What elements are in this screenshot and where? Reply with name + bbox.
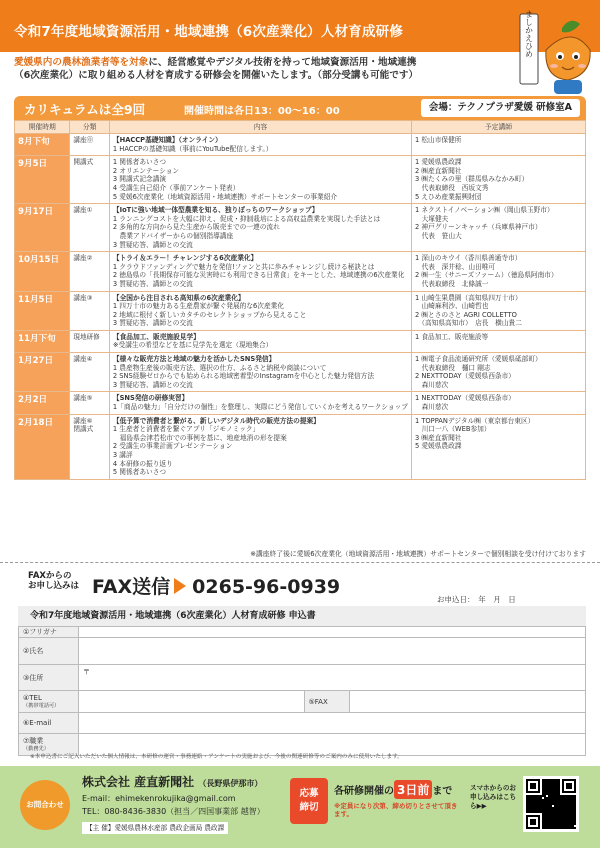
fax-lead: FAXからの お申し込みは: [28, 571, 80, 591]
session-item: 1「商品の魅力」「自分だけの個性」を整理し、実際にどう発信していくかを考えるワークショップ: [112, 403, 408, 412]
session-item: 2 オリエンテーション: [112, 166, 180, 175]
lecturer-line: 1 ㈱電子食品流通研究所（愛媛県砥部町）: [414, 355, 542, 364]
session-title: 【IoTに強い地域一体型農業を知る、独りぼっちのワークショップ】: [112, 206, 319, 215]
session-lecturers: [411, 252, 585, 291]
session-content: [109, 204, 411, 252]
lecturer-line: 山崎麻利沙、山崎哲也: [414, 302, 489, 311]
session-item: 3 講評: [112, 451, 133, 459]
company-location: （長野県伊那市）: [198, 779, 263, 788]
deadline-badge: 応募 締切: [290, 778, 328, 824]
session-item: 4 本研修の振り返り: [112, 459, 173, 468]
privacy-note: ※本申込書にご記入いただいた個人情報は、本研修の運営・事務連絡・アンケートの実施および、今後の関連研修等のご案内のみに使用いたします。: [30, 754, 403, 760]
col-header-content: 内容: [109, 121, 411, 134]
session-content: [109, 330, 411, 352]
session-item: 1 クラウドファンディングで魅力を発信!ファンと共に歩みチャレンジし続ける秘訣とは: [112, 262, 375, 271]
session-lecturers: [411, 330, 585, 352]
fax-field[interactable]: [350, 691, 586, 713]
session-item: 3 質疑応答、講師との交流: [112, 319, 193, 328]
contact-tel[interactable]: TEL：080-8436-3830（担当／四国事業部 越智）: [82, 807, 265, 816]
session-content: [109, 414, 411, 479]
session-category: 講座⑤: [70, 392, 110, 414]
sponsor-label: 【主 催】愛媛県農林水産部 農政企画局 農政課: [82, 822, 228, 834]
curriculum-table: [14, 120, 586, 480]
deadline-text: 各研修開催の 3日前 まで: [334, 780, 452, 799]
header-banner: [0, 0, 600, 52]
session-item: 1 HACCPの基礎知識（事前にYouTube配信します。）: [112, 144, 273, 153]
session-category: 現地研修: [70, 330, 110, 352]
address-field[interactable]: [78, 665, 585, 691]
lecturer-line: 5 えひめ産業振興財団: [414, 192, 482, 201]
session-lecturers: [411, 156, 585, 204]
intro-line1: に、経営感覚やデジタル技術を持って地域資源活用・地域連携: [148, 57, 417, 68]
lecturer-line: 1 深山のキウイ（香川県善通寺市）: [414, 254, 522, 263]
mascot-illustration: [514, 4, 594, 96]
deadline-days: 3日前: [394, 780, 432, 799]
session-content: [109, 252, 411, 291]
curriculum-row: [15, 291, 586, 330]
email-field[interactable]: [78, 713, 585, 734]
session-category: 講座⑥ 閉講式: [70, 414, 110, 479]
curriculum-row: [15, 204, 586, 252]
session-content: [109, 156, 411, 204]
application-date: お申込日： 年 月 日: [437, 595, 516, 604]
lecturer-line: 1 NEXTTODAY（愛媛県西条市）: [414, 394, 515, 403]
session-item: 4 受講生自己紹介（事前アンケート発表）: [112, 183, 240, 192]
session-lecturers: [411, 353, 585, 392]
email-label: ⑥E-mail: [19, 713, 79, 734]
session-item: 福島県会津若松市での事例を基に、地産地消の形を提案: [112, 433, 287, 442]
session-date: 11月下旬: [15, 330, 70, 352]
session-item: 2 徳島県の「長期保存可能な災害時にも利用できる日常食」をキーとした、地域連携の6次産業化: [112, 271, 405, 280]
lecturer-line: 代表 笹山大: [414, 231, 462, 240]
session-lecturers: [411, 291, 585, 330]
session-date: 8月下旬: [15, 134, 70, 156]
furigana-field[interactable]: [78, 627, 585, 638]
curriculum-row: [15, 252, 586, 291]
lecturer-line: 5 愛媛県農政課: [414, 442, 462, 451]
session-title: 【食品加工、販売施設見学】: [112, 332, 200, 341]
session-title: 【様々な販売方法と地域の魅力を活かしたSNS発信】: [112, 355, 276, 364]
session-item: 1 ランニングコストを大幅に抑え、促成・抑制栽培による高収益農業を実現した手法とは: [112, 214, 381, 223]
fax-label: FAX送信: [92, 576, 171, 598]
postal-mark: 〒: [82, 668, 90, 676]
lecturer-line: 代表取締役 樋口 剛志: [414, 363, 491, 372]
col-header-lecturer: 予定講師: [411, 121, 585, 134]
session-date: 2月18日: [15, 414, 70, 479]
consultation-note: ※講座終了後に愛媛6次産業化（地域資源活用・地域連携）サポートセンターで個別相談を受け付けております: [250, 550, 586, 558]
session-lecturers: [411, 204, 585, 252]
session-lecturers: [411, 414, 585, 479]
name-field[interactable]: [78, 638, 585, 665]
lecturer-line: 川口一八（WEB参加）: [414, 425, 491, 434]
session-title: 【トライ＆エラー！チャレンジする6次産業化】: [112, 254, 258, 263]
session-category: 開講式: [70, 156, 110, 204]
session-category: 講座②: [70, 252, 110, 291]
lecturer-line: 代表取締役 北條誠一: [414, 279, 489, 288]
job-label: ⑦職業 （勤務先）: [19, 734, 79, 756]
lecturer-line: 1 ネクストイノベーション㈱（岡山県玉野市）: [414, 206, 554, 215]
lecturer-line: 1 愛媛県農政課: [414, 158, 462, 167]
session-category: 講座①: [70, 204, 110, 252]
session-lecturers: [411, 134, 585, 156]
session-lecturers: [411, 392, 585, 414]
intro-highlight: 愛媛県内の農林漁業者等を対象: [14, 57, 149, 68]
smartphone-apply-text: スマホからのお申し込みはこちら▶▶: [470, 784, 517, 810]
col-header-date: 開催時期: [15, 121, 70, 134]
lecturer-line: 森川慈次: [414, 403, 449, 412]
session-content: [109, 392, 411, 414]
contact-email[interactable]: E-mail：ehimekenrokujika@gmail.com: [82, 794, 236, 803]
session-item: 農業アドバイザーからの個別指導講座: [112, 231, 234, 240]
company-name: 株式会社 産直新聞社 （長野県伊那市）: [82, 775, 263, 789]
curriculum-row: [15, 134, 586, 156]
session-title: 【HACCP基礎知識】（オンライン）: [112, 136, 222, 144]
intro-line2: （6次産業化）に取り組める人材を育成する研修会を開催いたします。（部分受講も可能です）: [14, 70, 419, 82]
session-item: 3 質疑応答、講師との交流: [112, 380, 193, 389]
lecturer-line: 2 ㈱とさのさと AGRI COLLETTO: [414, 310, 517, 319]
session-item: 1 生産者と消費者を繋ぐアプリ「ジモノミック」: [112, 425, 260, 434]
session-item: 3 開講式記念講演: [112, 175, 167, 184]
deadline-note: ※定員になり次第、締め切りとさせて頂きます。: [334, 802, 458, 819]
session-date: 9月5日: [15, 156, 70, 204]
session-item: 5 関係者あいさつ: [112, 468, 167, 477]
curriculum-header: [14, 96, 586, 120]
tel-label: ④TEL （携帯電話可）: [19, 691, 79, 713]
lecturer-line: （高知県高知市） 店長 横山貴二: [414, 319, 522, 328]
session-date: 1月27日: [15, 353, 70, 392]
session-title: 【低予算で消費者と繋がる、新しいデジタル時代の販売方法の提案】: [112, 416, 320, 425]
session-date: 10月15日: [15, 252, 70, 291]
tel-field[interactable]: [78, 691, 304, 713]
curriculum-time: 開催時間は各日13：00～16：00: [184, 106, 340, 117]
session-item: 5 愛媛6次産業化（地域資源活用・地域連携）サポートセンターの事業紹介: [112, 192, 338, 201]
curriculum-row: [15, 392, 586, 414]
lecturer-line: 1 TOPPANデジタル㈱（東京都台東区）: [414, 416, 535, 425]
curriculum-row: [15, 156, 586, 204]
curriculum-row: [15, 414, 586, 479]
lecturer-line: 2 ㈱産直新聞社: [414, 166, 462, 175]
session-item: 2 多角的な方向から見た生産から販売までの一連の流れ: [112, 223, 280, 232]
fax-number-line: [92, 572, 340, 599]
curriculum-title: カリキュラムは全9回: [24, 102, 146, 117]
session-content: [109, 353, 411, 392]
session-item: ※受講生の希望などを基に見学先を選定（現地集合）: [112, 341, 273, 350]
lecturer-line: 1 松山市保健所: [414, 136, 462, 144]
col-header-category: 分類: [70, 121, 110, 134]
session-category: 講座④: [70, 353, 110, 392]
curriculum-row: [15, 353, 586, 392]
session-item: 2 受講生の事業計画プレゼンテーション: [112, 442, 233, 451]
curriculum-row: [15, 330, 586, 352]
lecturer-line: 1 食品加工、販売施設等: [414, 332, 489, 341]
lecturer-line: 森川慈次: [414, 380, 449, 389]
session-item: 1 農産物生産後の販売方法、選択の仕方、ふるさと納税や商談について: [112, 363, 327, 372]
session-category: 講座⓪: [70, 134, 110, 156]
session-item: 1 関係者あいさつ: [112, 158, 167, 167]
form-title: 令和7年度地域資源活用・地域連携（6次産業化）人材育成研修 申込書: [18, 606, 586, 626]
lecturer-line: 代表 深井稔、山田唯可: [414, 262, 496, 271]
session-date: 11月5日: [15, 291, 70, 330]
inquiry-badge: お問合わせ: [20, 780, 70, 830]
session-title: 【全国から注目される高知県の6次産業化】: [112, 293, 245, 302]
session-item: 2 地域に根付く新しいカタチのセレクトショップから見えること: [112, 310, 307, 319]
intro-text: [14, 56, 514, 83]
session-content: [109, 291, 411, 330]
lecturer-line: 2 ㈱一生（サニーズファーム）（徳島県阿南市）: [414, 271, 558, 280]
furigana-label: ①フリガナ: [19, 627, 79, 638]
session-item: 3 質疑応答、講師との交流: [112, 279, 193, 288]
lecturer-line: 3 ㈱産直新聞社: [414, 433, 462, 442]
lecturer-line: 2 NEXTTODAY（愛媛県西条市）: [414, 372, 515, 381]
session-content: [109, 134, 411, 156]
page-title: 令和7年度地域資源活用・地域連携（6次産業化）人材育成研修: [14, 24, 404, 40]
session-item: 3 質疑応答、講師との交流: [112, 240, 193, 249]
lecturer-line: 3 ㈱たくみの里（群馬県みなかみ町）: [414, 175, 529, 184]
qr-code-icon[interactable]: [523, 776, 579, 832]
lecturer-line: 代表取締役 西坂文秀: [414, 183, 489, 192]
session-date: 9月17日: [15, 204, 70, 252]
application-form: [18, 626, 586, 756]
session-title: 【SNS発信の研修実習】: [112, 394, 189, 403]
lecturer-line: 2 神戸グリーンキャッチ（兵庫県神戸市）: [414, 223, 542, 232]
cut-line: [0, 562, 600, 563]
lecturer-line: 大塚健夫: [414, 214, 449, 223]
session-item: 1 四万十市の魅力ある生産農家が繋ぐ発展的な6次産業化: [112, 302, 285, 311]
session-date: 2月2日: [15, 392, 70, 414]
venue-badge: 会場：テクノプラザ愛媛 研修室A: [421, 99, 580, 117]
address-label: ③住所: [19, 665, 79, 691]
lecturer-line: 1 山崎生果農園（高知県四万十市）: [414, 293, 522, 302]
arrow-right-icon: [174, 578, 186, 594]
session-category: 講座③: [70, 291, 110, 330]
name-label: ②氏名: [19, 638, 79, 665]
session-item: 2 SNS経験ゼロからでも始められる地域密着型のInstagramを中心とした魅力発信方法: [112, 372, 375, 381]
fax-field-label: ⑤FAX: [304, 691, 350, 713]
fax-number[interactable]: 0265-96-0939: [192, 576, 341, 598]
mascot-sign-text: ましかえひめ: [524, 10, 534, 58]
